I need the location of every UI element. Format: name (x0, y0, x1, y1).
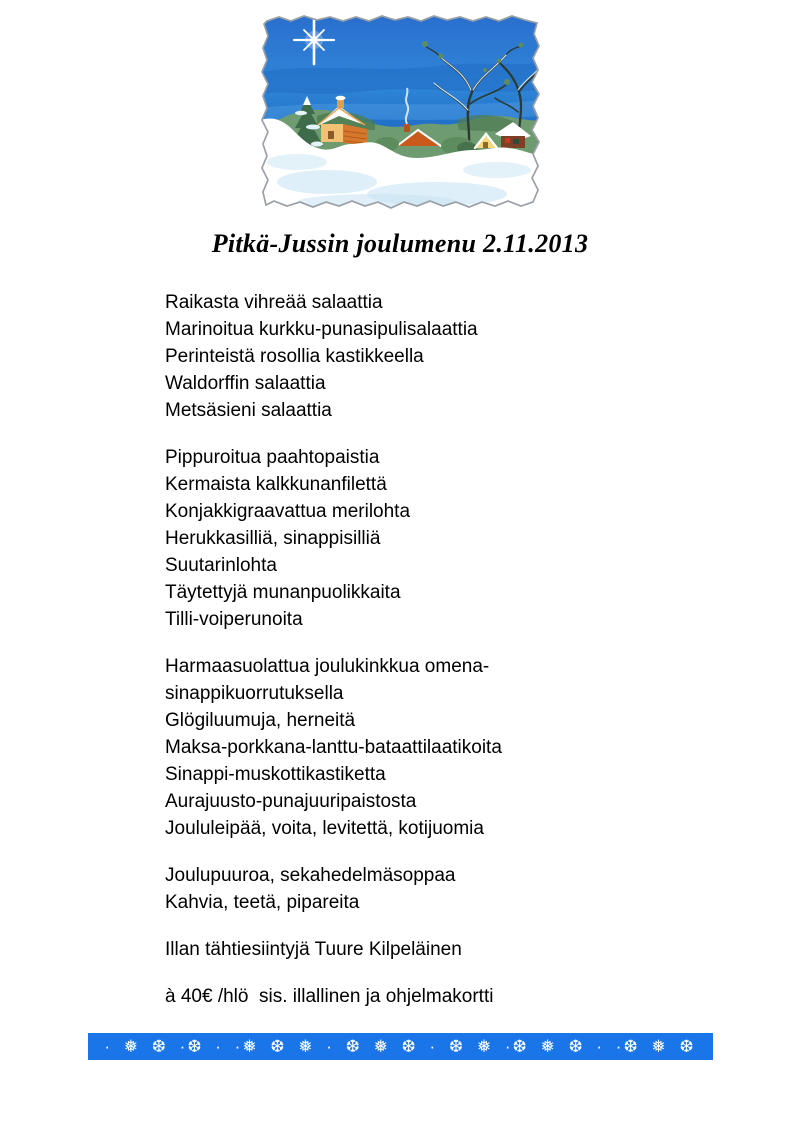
menu-document (0, 12, 800, 1060)
menu-body (165, 289, 800, 1010)
menu-item: Joulupuuroa, sekahedelmäsoppaa (165, 865, 456, 886)
menu-item: Joululeipää, voita, levitettä, kotijuomia (165, 818, 484, 839)
menu-item: Pippuroitua paahtopaistia (165, 447, 380, 468)
menu-course-cold-and-fish (165, 444, 800, 633)
menu-item: sinappikuorrutuksella (165, 683, 344, 704)
menu-item: Kahvia, teetä, pipareita (165, 892, 360, 913)
menu-item: Waldorffin salaattia (165, 373, 326, 394)
winter-scene-svg (257, 12, 544, 213)
menu-item: Aurajuusto-punajuuripaistosta (165, 791, 417, 812)
menu-course-desserts (165, 862, 800, 916)
menu-item: Harmaasuolattua joulukinkkua omena- (165, 656, 490, 677)
performer-line: Illan tähtiesiintyjä Tuure Kilpeläinen (165, 939, 462, 960)
menu-item: Suutarinlohta (165, 555, 277, 576)
price-line: à 40€ /hlö sis. illallinen ja ohjelmakortti (165, 986, 494, 1007)
menu-item: Kermaista kalkkunanfilettä (165, 474, 387, 495)
snowflake-border (88, 1033, 713, 1060)
menu-item: Raikasta vihreää salaattia (165, 292, 383, 313)
winter-scene-illustration (257, 12, 544, 213)
menu-item: Tilli-voiperunoita (165, 609, 303, 630)
page-title: Pitkä-Jussin joulumenu 2.11.2013 (211, 229, 589, 258)
menu-item: Marinoitua kurkku-punasipulisalaattia (165, 319, 478, 340)
snowflake-glyphs: · ❅ ❆ ·❆ · ·❅ ❆ ❅ · ❆ ❅ ❆ · ❆ ❅ ·❆ ❅ ❆ · ·❆ ❅ ❆ (104, 1037, 696, 1056)
menu-course-salads (165, 289, 800, 424)
menu-course-warm-dishes (165, 653, 800, 842)
menu-item: Maksa-porkkana-lanttu-bataattilaatikoita (165, 737, 502, 758)
menu-item: Metsäsieni salaattia (165, 400, 332, 421)
menu-item: Sinappi-muskottikastiketta (165, 764, 386, 785)
menu-item: Täytettyjä munanpuolikkaita (165, 582, 401, 603)
menu-item: Perinteistä rosollia kastikkeella (165, 346, 424, 367)
menu-item: Konjakkigraavattua merilohta (165, 501, 411, 522)
menu-item: Herukkasilliä, sinappisilliä (165, 528, 381, 549)
menu-item: Glögiluumuja, herneitä (165, 710, 356, 731)
